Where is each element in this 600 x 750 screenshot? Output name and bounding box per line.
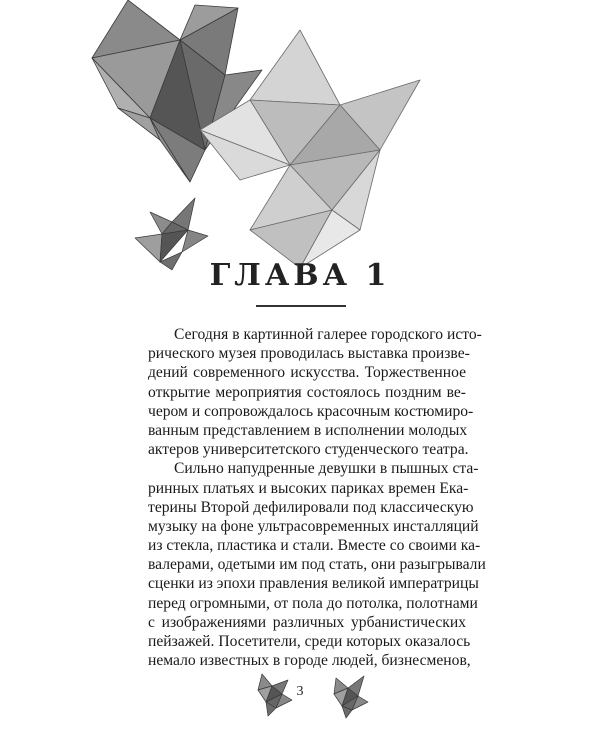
- text-line: с изображениями различных урбанистических: [148, 613, 466, 631]
- footer-star-right-icon: [334, 676, 368, 718]
- body-text: [148, 325, 486, 670]
- text-line: пейзажей. Посетители, среди которых оказалось: [148, 633, 471, 650]
- star-polyhedron-large-light: [200, 30, 420, 268]
- title-divider: [256, 305, 346, 307]
- text-line: из стекла, пластика и стали. Вместе со своими ка-: [148, 537, 481, 555]
- star-polyhedra-illustration: [0, 0, 600, 280]
- text-line: ринных платьях и высоких париках времен Ека-: [148, 479, 469, 497]
- text-line: рического музея проводилась выставка произве-: [148, 345, 470, 363]
- text-line: чером и сопровождалось красочным костюмиро-: [148, 402, 474, 420]
- text-line: перед огромными, от пола до потолка, полотнами: [148, 594, 478, 612]
- text-line: валерами, одетыми им под стать, они разыгрывали: [148, 556, 486, 574]
- text-line: Сегодня в картинной галерее городского исто-: [174, 326, 482, 343]
- paragraph-1: [148, 325, 482, 459]
- text-line: музыку на фоне ультрасовременных инсталляций: [148, 517, 479, 535]
- text-line: открытие мероприятия состоялось поздним ве-: [148, 383, 466, 401]
- paragraph-2: [148, 459, 486, 670]
- footer-star-left-icon: [258, 674, 292, 716]
- text-line: немало известных в городе людей, бизнесменов,: [148, 652, 471, 670]
- text-line: сценки из эпохи правления великой императрицы: [148, 575, 479, 593]
- text-line: терины Второй дефилировали под классическую: [148, 498, 474, 516]
- text-line: дений современного искусства. Торжественное: [148, 364, 466, 382]
- text-line: Сильно напудренные девушки в пышных ста-: [174, 460, 479, 478]
- page-number: 3: [296, 684, 304, 699]
- text-line: актеров университетского студенческого театра.: [148, 441, 469, 459]
- chapter-title: ГЛАВА 1: [209, 258, 391, 293]
- text-line: ванным представлением в исполнении молодых: [148, 421, 468, 439]
